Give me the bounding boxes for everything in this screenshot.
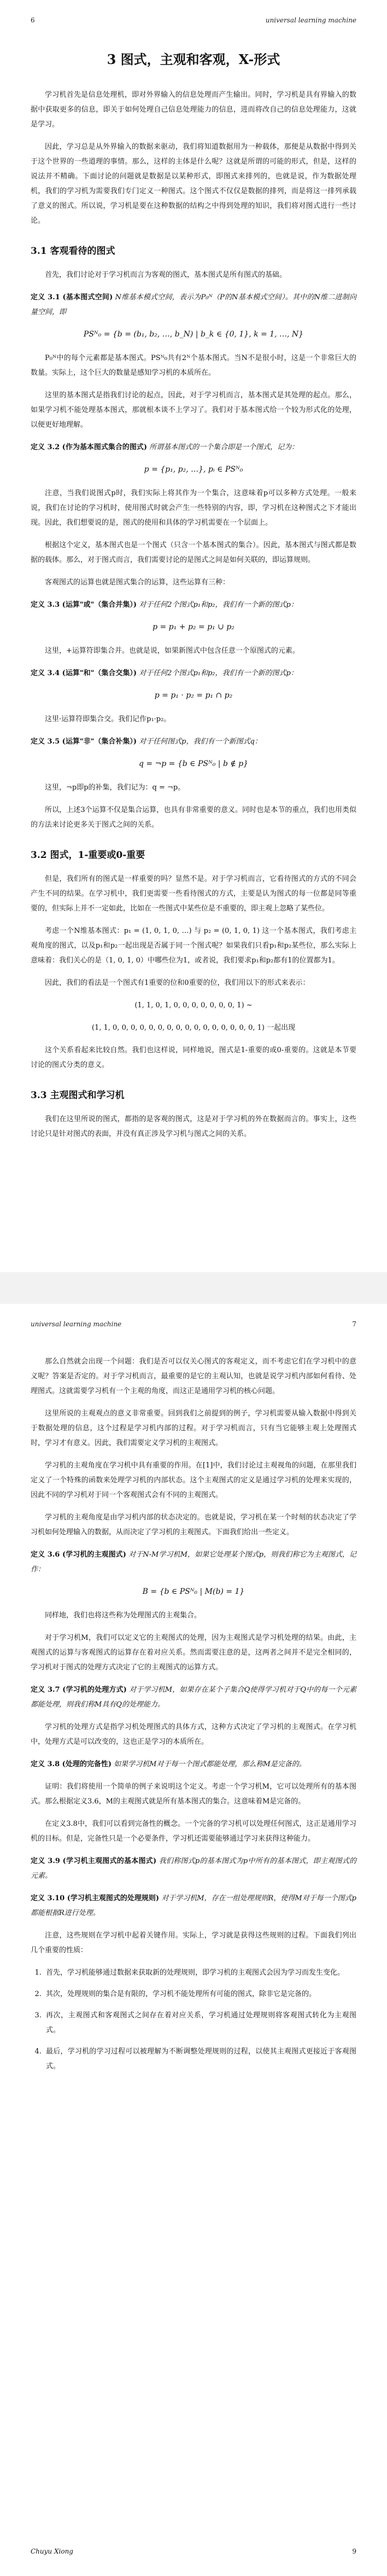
- paragraph: 客观图式的运算也就是图式集合的运算，这些运算有三种：: [45, 578, 230, 587]
- document-page-1: [0, 0, 387, 1272]
- paragraph: 那么自然就会出现一个问题：我们是否可以仅关心图式的客观定义，而不考虑它们在学习机中的意义呢？答案是否定的。对于学习机而言，最重要的是它的主观认知，也就是说学习机内部如何看待、处理图式。这就需要学习机有一个主观的角度，而这正是通用学习机的核心问题。: [31, 1357, 356, 1395]
- definition: [31, 1547, 356, 1577]
- definition-label: 定义 3.2 (作为基本图式集合的图式): [31, 443, 147, 451]
- definition-label: 定义 3.9 (学习机主观图式的基本图式): [31, 1857, 157, 1865]
- header-title: universal learning machine: [265, 16, 356, 24]
- math-equation: PSᴺ₀ = {b = (b₁, b₂, …, b_N) | b_k ∈ {0, 1}, k = 1, …, N}: [83, 330, 304, 339]
- list-item: 1. 首先，学习机能够通过数据来获取新的处理规则，即学习机的主观图式会因为学习而发生变化。: [44, 1965, 356, 1980]
- paragraph: 这个关系看起来比较自然。我们也这样说，同样地说，图式是1-重要的或0-重要的。这就是本节要讨论的图式分类的意义。: [31, 1046, 356, 1069]
- paragraph: 同样地，我们也将这些称为处理图式的主观集合。: [45, 1611, 202, 1620]
- definition-body: 如果学习机M对于每一个图式都能处理，那么称M是完备的。: [114, 1760, 306, 1768]
- definition-body: 对于N-M学习机M，如果它处理某个图式p，则我们称它为主观图式，记作：: [31, 1551, 356, 1574]
- paragraph: 所以，上述3个运算不仅是集合运算，也具有非常重要的意义。同时也是本节的重点，我们也用类似的方法来讨论更多关于图式之间的关系。: [31, 806, 356, 829]
- math-equation: B = {b ∈ PSᴺ₀ | M(b) = 1}: [142, 1587, 245, 1596]
- paragraph: 这里所说的主观观点的意义非常重要。回到我们之前提到的例子，学习机需要从输入数据中得到关于数据处理的信息，这个过程是学习机内部的过程。对于学习机而言，只有当它能够主观上处理图式时，学习才有意义。因此，我们需要定义学习机的主观图式。: [31, 1409, 356, 1447]
- definition: [31, 1757, 356, 1772]
- page-header: [31, 16, 356, 25]
- footer-author: Chuyu Xiong: [31, 2548, 73, 2555]
- header-page-number: 6: [31, 16, 35, 24]
- paragraph: P₀ᴺ中的每个元素都是基本图式。PSᴺ₀共有2ᴺ个基本图式。当N不是很小时，这是一个非常巨大的数量。实际上，这个巨大的数量是感知学习机的本质所在。: [31, 354, 356, 377]
- definition-label: 定义 3.10 (学习机主观图式的处理规则): [31, 1894, 160, 1902]
- paragraph: 证明：我们将使用一个简单的例子来说明这个定义。考虑一个学习机M，它可以处理所有的基本图式。那么根据定义3.6，M的主观图式就是所有基本图式的集合。这意味着M是完备的。: [31, 1783, 356, 1806]
- definition-label: 定义 3.4 (运算"和"（集合交集）): [31, 669, 137, 677]
- paragraph: 学习机首先是信息处理机，即对外界输入的信息处理而产生输出。同时，学习机是具有界输入的数据中获取更多的信息，即关于如何处理自己信息处理能力的信息，进而将改自己的信息处理能力，这就是学习。: [31, 91, 356, 129]
- definition: [31, 734, 356, 749]
- paragraph: 因此，学习总是从外界输入的数据来驱动，我们将知道数据用为一种载体，那便是从数据中得到关于这个世界的一些道理的事情。那么，这样的主体是什么呢？这就是所谓的可能的形式，但是，这样的说法并不精确。下面讨论的问题就是数据是以某种形式，即图式来排列的，也就是说，作为数据处理机，我们的学习机为需要我们专门定义一种图式。这个图式不仅仅是数据的排列，而是将这一排列承载了意义的图式。所以说，学习机是要在这种数据的结构之中得到处理的知识，我们将对图式进行一些讨论。: [31, 143, 356, 225]
- paragraph: 注意，当我们说图式p时，我们实际上将其作为一个集合，这意味着p可以多种方式处理。一般来说，我们在讨论的学习机时，使用图式时就会产生一些特别的内容，即，学习机在这种图式之下才能出现。因此，我们想要说的是，图式的使用和具体的学习机需要在一个层面上。: [31, 489, 356, 527]
- definition: [31, 290, 356, 320]
- list-item: 3. 再次，主观图式和客观图式之间存在着对应关系，学习机通过处理规则将客观图式转化为主观图式。: [44, 2008, 356, 2038]
- paragraph: 我们在这里所说的图式，都指的是客观的图式，这是对于学习机的外在数据而言的。事实上，这些讨论只是针对图式的表面，并没有真正涉及学习机与图式之间的关系。: [31, 1115, 356, 1138]
- list-item: 4. 最后，学习机的学习过程可以被理解为不断调整处理规则的过程，以使其主观图式更接近于客观图式。: [44, 2044, 356, 2074]
- paragraph: 学习机的主观角度是由学习机内部的状态决定的。也就是说，学习机在某一个时刻的状态决定了学习机如何处理输入的数据，从而决定了学习机的主观图式。下面我们给出一些定义。: [31, 1513, 356, 1536]
- definition-body: 对于学习机M，存在一组处理规则R，使得M对于每一个图式p都能根据R进行处理。: [31, 1894, 356, 1917]
- list-item: 2. 其次，处理规则的集合是有限的，学习机不能处理所有可能的图式，除非它是完备的。: [44, 1987, 356, 2001]
- paragraph: 对于学习机M，我们可以定义它的主观图式的处理，因为主观图式是学习机处理的结果。由此，主观图式的运算与客观图式的运算存在着对应关系。然而需要注意的是，这两者之间并不是完全相同的，学习机对于图式的处理方式决定了它的主观图式的运算方式。: [31, 1634, 356, 1672]
- math-equation: p = p₁ + p₂ = p₁ ∪ p₂: [153, 623, 234, 631]
- definition-label: 定义 3.5 (运算"非"（集合补集）): [31, 738, 137, 746]
- paragraph: 但是，我们所有的图式是一样重要的吗？显然不是。对于学习机而言，它看待图式的方式的不同会产生不同的结果。在学习机中，我们更需要一些看待图式的方式，主要是认为图式的每一位都是同等重要的，但实际上并不一定如此，比如在一些图式中某些位是不重要的，即主观上忽略了某些位。: [31, 875, 356, 913]
- definition-body: 对于任何2个图式p₁和p₂，我们有一个新的图式p：: [139, 669, 298, 677]
- paragraph: 根据这个定义，基本图式也是一个图式（只含一个基本图式的集合）。因此，基本图式与图式都是数据的载体。那么，对于图式而言，我们需要讨论的是图式之间是如何关联的，即运算规则。: [31, 541, 356, 564]
- page-content: [31, 1354, 356, 2081]
- footer-page-number: 9: [352, 2548, 356, 2555]
- definition: [31, 1891, 356, 1921]
- section-heading: 3.1 客观看待的图式: [31, 246, 115, 257]
- section-heading: 3.2 图式，1-重要或0-重要: [31, 850, 145, 861]
- definition: [31, 440, 356, 455]
- definition: [31, 597, 356, 612]
- paragraph: 因此，我们的看法是一个图式有1重要的位和0重要的位，我们用以下的形式来表示：: [45, 979, 310, 987]
- paragraph: 这里，¬p即p的补集，我们记为：q = ¬p。: [45, 784, 185, 792]
- page-footer: [31, 2548, 356, 2556]
- definition-body: 我们称图式p的基本图式为p中所有的基本图式，即主观图式的元素。: [31, 1857, 356, 1880]
- header-page-number: 7: [352, 1320, 356, 1328]
- math-equation: q = ¬p = {b ∈ PSᴺ₀ | b ∉ p}: [138, 759, 249, 768]
- definition-body: 对于任何图式p，我们有一个新图式q：: [139, 738, 262, 746]
- math-equation: p = {p₁, p₂, …}, pᵢ ∈ PSᴺ₀: [144, 465, 243, 474]
- paragraph: 这里·运算符即集合交。我们记作p₁·p₂。: [45, 715, 171, 723]
- definition-body: 所谓基本图式的一个集合即是一个图式，记为：: [149, 443, 299, 451]
- math-sequence: (1, 1, 0, 1, 0, 0, 0, 0, 0, 0, 0, 1) ~: [134, 1001, 253, 1009]
- paragraph: 在定义3.8中，我们可以看到完备性的概念。一个完备的学习机可以处理任何图式，这正是通用学习机的目标。但是，完备性只是一个必要条件，学习机还需要能够通过学习来获得这种能力。: [31, 1820, 356, 1843]
- definition: [31, 666, 356, 681]
- paragraph: 学习机的主观角度在学习机中具有重要的作用。在[1]中，我们讨论过主观视角的问题，在那里我们定义了一个特殊的函数来处理学习机的内部状态。这个主观图式的定义是通过学习机的处理来实现的，因此不同的学习机对于同一个客观图式会有不同的主观图式。: [31, 1461, 356, 1499]
- chapter-title: 3 图式，主观和客观，X-形式: [107, 51, 280, 67]
- math-sequence: (1, 1, 0, 0, 0, 0, 0, 0, 0, 0, 0, 0, 0, 0, 0, 0, 0, 0, 1) 一起出现: [91, 1024, 296, 1032]
- definition-body: N维基本模式空间，表示为P₀ᴺ（P的N基本模式空间）。其中的N维二进制向量空间，即: [31, 293, 356, 316]
- header-title: universal learning machine: [31, 1320, 122, 1328]
- paragraph: 这里，+运算符即集合并。也就是说，如果新图式中包含任意一个原图式的元素。: [45, 647, 300, 655]
- definition-body: 对于学习机M，如果存在某个子集合Q使得学习机对于Q中的每一个元素都能处理，则我们称M具有Q的处理能力。: [31, 1686, 356, 1709]
- definition-label: 定义 3.3 (运算"或"（集合并集）): [31, 601, 137, 609]
- definition-label: 定义 3.1 (基本图式空间): [31, 293, 113, 301]
- definition-label: 定义 3.6 (学习机的主观图式): [31, 1551, 126, 1559]
- paragraph: 注意，这些规则在学习机中起着关键作用。实际上，学习就是获得这些规则的过程。下面我们列出几个重要的性质：: [31, 1931, 356, 1954]
- page-content: [31, 50, 356, 1149]
- section-heading: 3.3 主观图式和学习机: [31, 1090, 125, 1101]
- paragraph: 考虑一个N维基本图式：p₁ = (1, 0, 1, 0, …) 与 p₂ = (0, 1, 0, 1) 这一个基本图式，我们考虑主观角度的图式，以及p₁和p₂一起出现是否属于同一个图式呢？如果我们只看p₁和p₂某些位，那么实际上意味着：我们关心的是（1, 0, 1, 0）中哪些位为1，或者说，我们要求p₁和p₂都有1的位置都为1。: [31, 927, 356, 965]
- paragraph: 学习机的处理方式是指学习机处理图式的具体方式，这种方式决定了学习机的主观图式。在学习机中，处理方式是可以改变的，这也正是学习的本质所在。: [31, 1723, 356, 1746]
- page-header: [31, 1320, 356, 1329]
- math-equation: p = p₁ · p₂ = p₁ ∩ p₂: [154, 691, 233, 700]
- paragraph: 首先，我们讨论对于学习机而言为客观的图式，基本图式是所有图式的基础。: [45, 271, 287, 279]
- definition: [31, 1682, 356, 1712]
- paragraph: 这里的基本图式是指我们讨论的起点，因此，对于学习机而言，基本图式是其处理的起点。那么，如果学习机不能处理基本图式，那就根本谈不上学习了。我们对于基本图式给一个较为形式化的处理，以便更好地理解。: [31, 391, 356, 429]
- definition-label: 定义 3.8 (处理的完备性): [31, 1760, 112, 1768]
- definition: [31, 1854, 356, 1883]
- definition-label: 定义 3.7 (学习机的处理方式): [31, 1686, 127, 1694]
- document-page-2: [0, 1304, 387, 2576]
- numbered-list: [31, 1965, 356, 2074]
- definition-body: 对于任何2个图式p₁和p₂，我们有一个新的图式p：: [139, 601, 298, 609]
